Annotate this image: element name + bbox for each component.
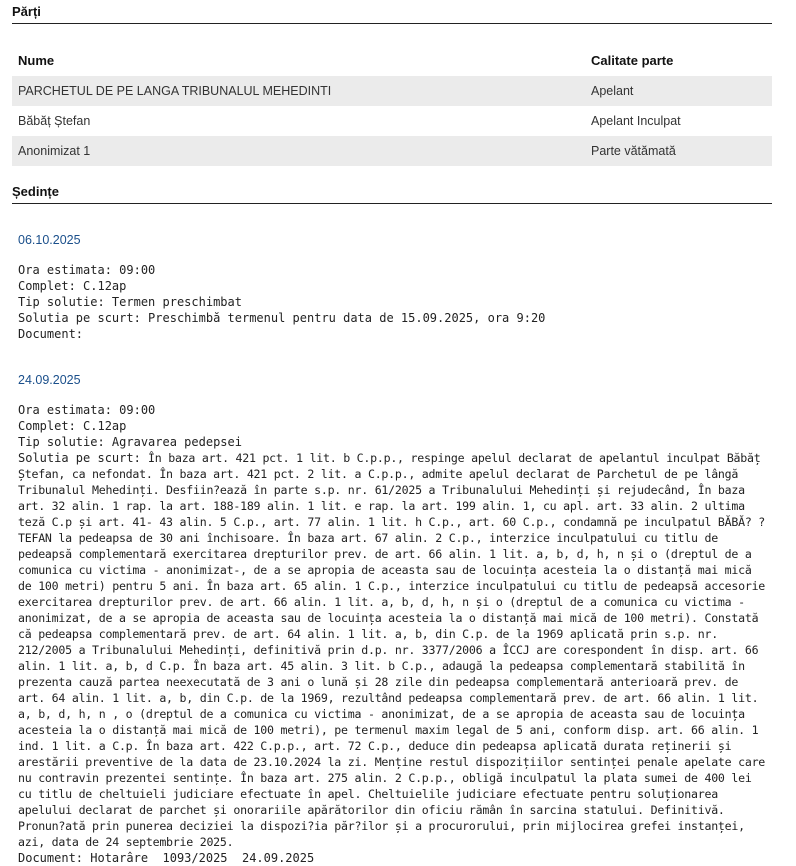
hearing-date: 24.09.2025 <box>18 373 81 387</box>
party-role: Apelant <box>583 76 772 106</box>
hearing-entry <box>18 372 772 866</box>
hearing-solution-type: Tip solutie: Agravarea pedepsei <box>18 435 242 449</box>
hearing-document: Document: Hotarâre 1093/2025 24.09.2025 <box>18 851 315 865</box>
parti-table <box>12 44 772 166</box>
hearing-solution-summary <box>18 310 766 326</box>
party-name: PARCHETUL DE PE LANGA TRIBUNALUL MEHEDINTI <box>12 76 583 106</box>
hearing-time: Ora estimata: 09:00 <box>18 403 156 417</box>
sedinte-section-title: Ședințe <box>12 184 772 204</box>
party-name: Băbăț Ștefan <box>18 114 91 128</box>
table-row <box>12 76 772 106</box>
hearing-date: 06.10.2025 <box>18 233 81 247</box>
solution-label: Solutia pe scurt: <box>18 451 149 465</box>
parti-header-row <box>12 44 772 76</box>
table-row <box>12 136 772 166</box>
party-role: Apelant Inculpat <box>591 114 681 128</box>
party-name: Anonimizat 1 <box>12 136 583 166</box>
hearing-time: Ora estimata: 09:00 <box>18 263 156 277</box>
hearing-panel: Complet: C.12ap <box>18 419 127 433</box>
solution-text: Preschimbă termenul pentru data de 15.09.2025, ora 9:20 <box>148 311 546 325</box>
hearing-document: Document: <box>18 327 84 341</box>
party-role: Parte vătămată <box>583 136 772 166</box>
hearing-solution-summary <box>18 450 772 850</box>
table-row <box>12 106 772 136</box>
hearing-panel: Complet: C.12ap <box>18 279 127 293</box>
column-header-calitate: Calitate parte <box>591 52 674 68</box>
hearing-solution-type: Tip solutie: Termen preschimbat <box>18 295 242 309</box>
column-header-nume: Nume <box>18 52 55 68</box>
solution-text: În baza art. 421 pct. 1 lit. b C.p.p., respinge apelul declarat de apelantul inculpat Băbăț Ștefan, ca nefondat. În baza art. 421 pct. 2 lit. a C.p.p., admite apelul declarat de Parchetul de pe lângă Tribunalul Mehedinți. Desfiin?ează în parte s.p. nr. 61/2025 a Tribunalului Mehedinți și rejudecând, În baza art. 32 alin. 1 rap. la art. 188-189 alin. 1 lit. e rap. la art. 199 alin. 1, cu apl. art. 33 alin. 2 ultima teză C.p și art. 41- 43 alin. 5 C.p., art. 77 alin. 1 lit. h C.p., art. 60 C.p., condamnă pe inculpatul BĂBĂ? ?TEFAN la pedeapsa de 30 ani închisoare. În baza art. 67 alin. 2 C.p., interzice inculpatului cu titlu de pedeapsă complementară exercitarea drepturilor prev. de art. 66 alin. 1 lit. a, b, d, h, n și o (dreptul de a comunica cu victima - anonimizat-, de a se apropia de aceasta sau de locuința acesteia la o distanță mai mică de 100 metri) pentru 5 ani. În baza art. 65 alin. 1 C.p., interzice inculpatului cu titlu de pedeapsă accesorie exercitarea drepturilor prev. de art. 66 alin. 1 lit. a, b, d, h, n și o (dreptul de a comunica cu victima -anonimizat, de a se apropia de aceasta sau de locuința acesteia la o distanță mai mică de 100 metri). Constată că pedeapsa complementară prev. de art. 64 alin. 1 lit. a, b, din C.p. de la 1969 aplicată prin s.p. nr. 212/2005 a Tribunalului Mehedinți, definitivă prin d.p. nr. 3377/2006 a ÎCCJ are corespondent în disp. art. 66 alin. 1 lit. a, b, d C.p. În baza art. 45 alin. 3 lit. b C.p., adaugă la pedeapsa complementară stabilită în prezenta cauză partea neexecutată de 3 ani o lună și 28 zile din pedeapsa complementară anterioară prev. de art. 64 alin. 1 lit. a, b, din C.p. de la 1969, rezultând pedeapsa complementară prev. de art. 66 alin. 1 lit. a, b, d, h, n , o (dreptul de a comunica cu victima - anonimizat, de a se apropia de aceasta sau de locuința acesteia la o distanță mai mică de 100 metri), pe termenul maxim legal de 5 ani, conform disp. art. 66 alin. 1 ind. 1 lit. a C.p. În baza art. 422 C.p.p., art. 72 C.p., deduce din pedeapsa aplicată durata reținerii și arestării preventive de la data de 23.10.2024 la zi. Menține restul dispozițiilor sentinței penale apelate care nu contravin prezentei sentințe. În baza art. 275 alin. 2 C.p.p., obligă inculpatul la plata sumei de 400 lei cu titlu de cheltuieli judiciare efectuate în apel. Cheltuielile judiciare efectuate pentru soluționarea apelului declarat de parchet și onorariile apărătorilor din oficiu rămân în sarcina statului. Definitivă. Pronun?ată prin punerea deciziei la dispozi?ia păr?ilor și a procurorului, prin mijlocirea grefei instanței, azi, data de 24 septembrie 2025. <box>18 451 772 849</box>
solution-label: Solutia pe scurt: <box>18 311 149 325</box>
parti-section-title: Părți <box>12 4 772 24</box>
hearing-entry <box>18 232 766 342</box>
